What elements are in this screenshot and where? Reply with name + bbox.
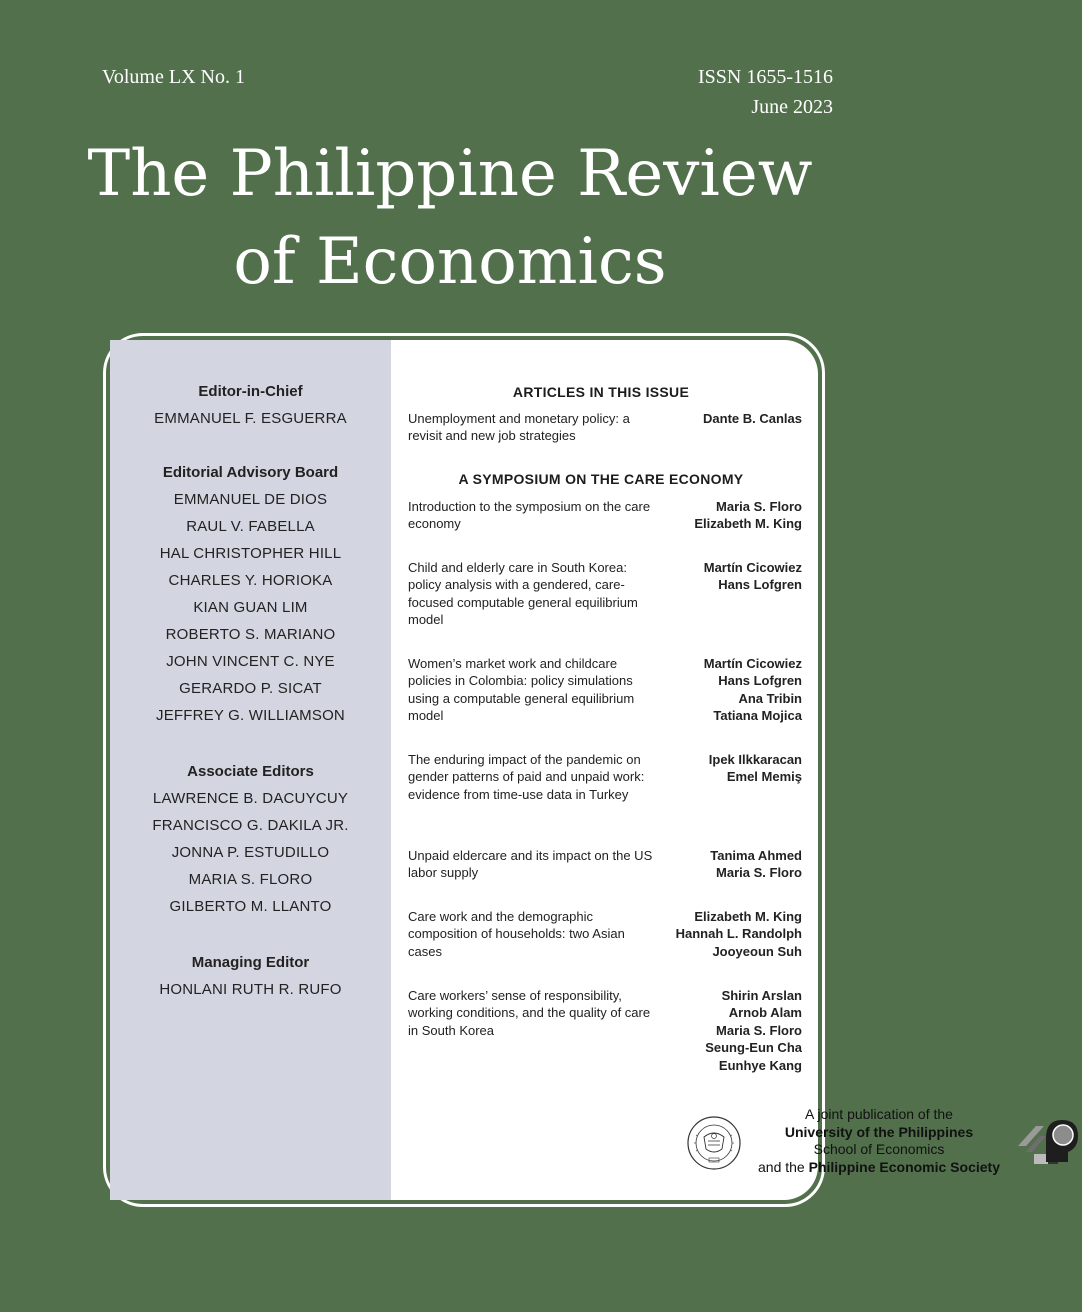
associate-editor: MARIA S. FLORO [188,871,313,888]
article-authors [652,751,802,786]
article-authors [652,655,802,725]
managing-editor-name: HONLANI RUTH R. RUFO [159,981,342,998]
contents-panel [110,340,1000,1200]
table-of-contents [391,340,1000,1200]
author: Hannah L. Randolph [675,926,802,942]
associate-editor: JONNA P. ESTUDILLO [171,844,330,861]
author: Jooyeoun Suh [712,943,802,959]
author: Martín Cicowiez [703,560,802,575]
author: Tanima Ahmed [710,848,802,863]
article-title: Unpaid eldercare and its impact on the US labor supply [408,848,653,881]
author: Elizabeth M. King [694,909,802,924]
publisher-line-4-prefix: and the [758,1158,809,1175]
associate-editor: GILBERTO M. LLANTO [169,898,332,915]
article-title: Women’s market work and childcare policies in Colombia: policy simulations using a computable general equilibrium model [408,656,635,724]
advisory-member: RAUL V. FABELLA [186,518,315,535]
editor-in-chief-group [110,378,391,432]
advisory-board-group [110,459,391,729]
pes-logo-icon [1018,1118,1082,1166]
issue-date: June 2023 [751,96,833,118]
author: Maria S. Floro [716,865,802,881]
author: Elizabeth M. King [694,516,802,532]
associate-editor: FRANCISCO G. DAKILA JR. [152,817,349,834]
advisory-member: HAL CHRISTOPHER HILL [159,545,342,562]
author: Ipek Ilkkaracan [708,752,802,767]
author: Emel Memiş [726,769,802,785]
advisory-member: GERARDO P. SICAT [179,680,322,697]
articles-heading: ARTICLES IN THIS ISSUE [512,384,690,400]
advisory-member: KIAN GUAN LIM [193,599,308,616]
journal-title-line-2: of Economics [233,225,667,299]
associate-editors-heading: Associate Editors [187,763,314,780]
publisher-line-1: A joint publication of the [805,1106,953,1122]
article-title: The enduring impact of the pandemic on gender patterns of paid and unpaid work: evidence from time-use data in Turkey [408,752,645,802]
article-title: Care workers’ sense of responsibility, working conditions, and the quality of care in South Korea [408,988,651,1038]
author: Maria S. Floro [716,499,802,514]
article-authors [652,498,802,533]
advisory-member: JEFFREY G. WILLIAMSON [156,707,345,724]
publisher-credit [739,1106,1019,1176]
article-title: Unemployment and monetary policy: a revisit and new job strategies [408,411,630,444]
symposium-heading: A SYMPOSIUM ON THE CARE ECONOMY [458,471,744,487]
associate-editor: LAWRENCE B. DACUYCUY [152,790,349,807]
article-title: Care work and the demographic composition of households: two Asian cases [408,909,625,959]
author: Shirin Arslan [721,988,802,1003]
journal-title-line-1: The Philippine Review [87,137,813,211]
advisory-member: CHARLES Y. HORIOKA [168,572,333,589]
article-title: Child and elderly care in South Korea: policy analysis with a gendered, care-focused computable general equilibrium model [408,560,638,628]
author: Tatiana Mojica [713,708,802,724]
publisher-line-3: School of Economics [813,1141,945,1158]
author: Ana Tribin [738,690,802,706]
publisher-line-4-bold: Philippine Economic Society [808,1158,1000,1175]
article-authors [652,559,802,594]
publisher-line-4 [739,1159,1019,1177]
author: Martín Cicowiez [703,656,802,671]
author: Hans Lofgren [718,577,802,593]
article-authors [652,410,802,427]
publisher-line-2: University of the Philippines [784,1123,974,1140]
advisory-board-heading: Editorial Advisory Board [162,464,339,481]
issn-date [698,62,833,122]
article-authors [652,908,802,960]
editorial-board [110,340,391,1200]
author: Dante B. Canlas [703,411,802,426]
volume-number: Volume LX No. 1 [102,66,245,88]
managing-editor-heading: Managing Editor [191,954,310,971]
author: Arnob Alam [728,1005,802,1021]
managing-editor-group [110,949,391,1003]
article-authors [652,847,802,882]
editor-in-chief-heading: Editor-in-Chief [198,383,303,400]
article-title: Introduction to the symposium on the care economy [408,499,651,532]
editor-in-chief-name: EMMANUEL F. ESGUERRA [154,410,347,427]
author: Seung-Eun Cha [705,1040,802,1056]
author: Maria S. Floro [716,1022,802,1038]
article-authors [652,987,802,1074]
advisory-member: ROBERTO S. MARIANO [165,626,336,643]
university-seal-icon [686,1115,742,1171]
journal-title [40,130,860,306]
advisory-member: JOHN VINCENT C. NYE [166,653,335,670]
issn: ISSN 1655-1516 [697,66,833,88]
author: Hans Lofgren [718,673,802,689]
advisory-member: EMMANUEL DE DIOS [173,491,328,508]
associate-editors-group [110,758,391,920]
author: Eunhye Kang [718,1057,802,1073]
